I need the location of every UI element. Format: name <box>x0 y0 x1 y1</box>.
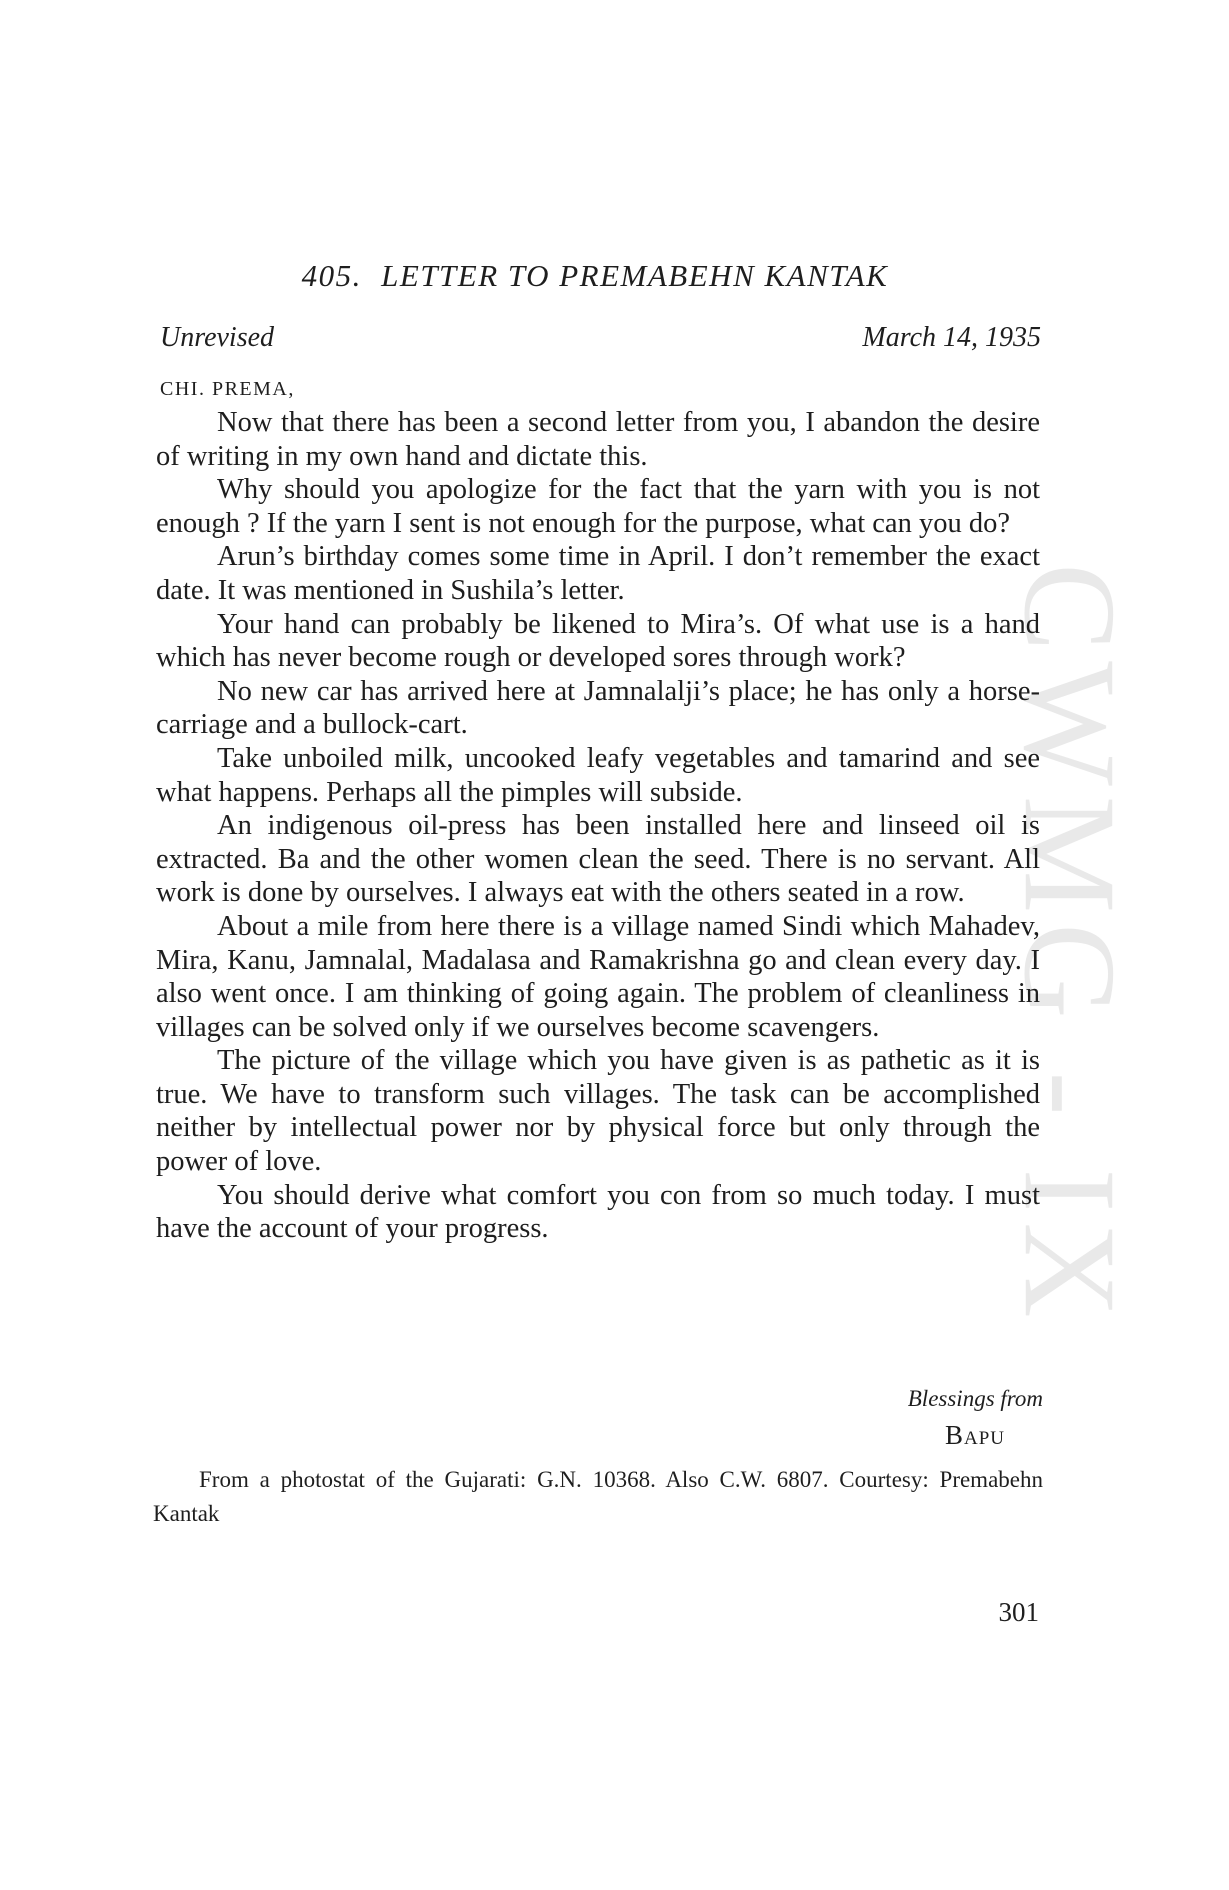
closing-line: Blessings from <box>907 1386 1043 1411</box>
page-number: 301 <box>998 1597 1039 1627</box>
paragraph: The picture of the village which you have given is as pathetic as it is true. We have to transform such villages. The task can be accomplished neither by intellectual power nor by physical force but only through the power of love. <box>156 1045 1040 1178</box>
letter-title: LETTER TO PREMABEHN KANTAK <box>381 258 889 293</box>
salutation: CHI. PREMA, <box>160 378 295 400</box>
letter-number: 405. <box>301 258 362 293</box>
paragraph: About a mile from here there is a village named Sindi which Mahadev, Mira, Kanu, Jamnalal, Madalasa and Ramakrishna go and clean every day. I also went once. I am thinking of going again. The problem of cleanliness in villages can be solved only if we ourselves become scavengers. <box>156 910 1040 1043</box>
source-note <box>153 1463 1043 1531</box>
paragraph: Take unboiled milk, uncooked leafy vegetables and tamarind and see what happens. Perhaps all the pimples will subside. <box>156 742 1040 808</box>
watermark-text: CWMG - IX <box>996 562 1144 1328</box>
letter-heading <box>150 258 1040 294</box>
paragraph: Why should you apologize for the fact that the yarn with you is not enough ? If the yarn I sent is not enough for the purpose, what can you do? <box>156 474 1040 539</box>
letter-body <box>156 406 1040 1246</box>
signature: Bapu <box>944 1420 1005 1450</box>
paragraph: Your hand can probably be likened to Mira’s. Of what use is a hand which has never become rough or developed sores through work? <box>156 608 1040 674</box>
paragraph: Arun’s birthday comes some time in April. I don’t remember the exact date. It was mentioned in Sushila’s letter. <box>156 541 1040 606</box>
revision-status: Unrevised <box>160 322 275 353</box>
paragraph: You should derive what comfort you con from so much today. I must have the account of your progress. <box>156 1179 1040 1245</box>
paragraph: No new car has arrived here at Jamnalalji’s place; he has only a horse-carriage and a bullock-cart. <box>156 675 1040 741</box>
paragraph: Now that there has been a second letter from you, I abandon the desire of writing in my own hand and dictate this. <box>156 407 1040 472</box>
paragraph: An indigenous oil-press has been installed here and linseed oil is extracted. Ba and the other women clean the seed. There is no servant. All work is done by ourselves. I always eat with the others seated in a row. <box>156 810 1040 909</box>
source-note-text: From a photostat of the Gujarati: G.N. 10368. Also C.W. 6807. Courtesy: Premabehn Kantak <box>153 1467 1043 1526</box>
letter-date: March 14, 1935 <box>862 322 1041 353</box>
